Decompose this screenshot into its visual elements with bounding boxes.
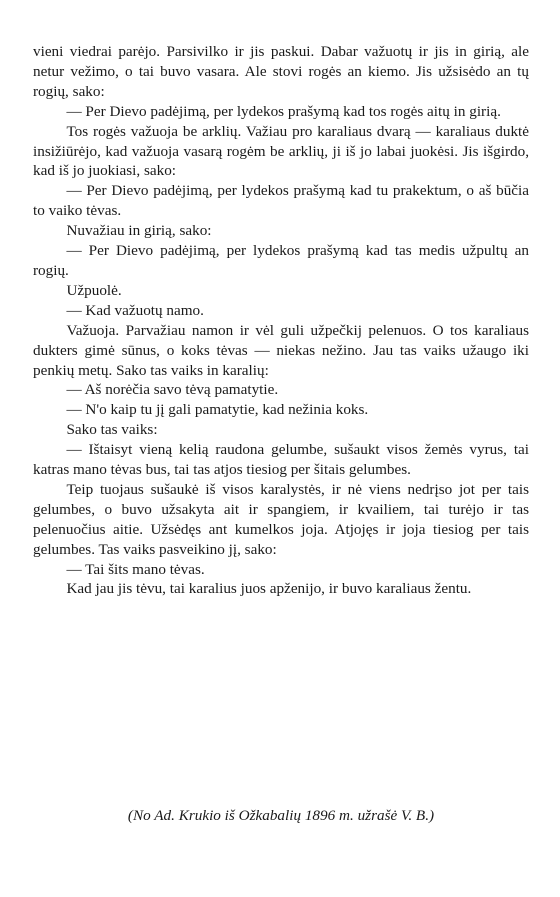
paragraph: Sako tas vaiks: [66,421,158,439]
paragraph: Tos rogės važuoja be arklių. Važiau pro karaliaus dvarą — karaliaus duktė insižiūrėjo, kad važuoja vasarą rogėm be arklių, ji iš jo labai juokėsi. Jis išgirdo, kad iš jo juokiasi, sako: [33,122,529,180]
source-note: (No Ad. Krukio iš Ožkabalių 1896 m. užrašė V. B.) [127,807,435,824]
paragraph: — Aš norėčia savo tėvą pamatytie. [66,381,279,399]
story-text [33,42,529,599]
paragraph: — Per Dievo padėjimą, per lydekos prašymą kad tas medis užpultų an rogių. [33,242,529,279]
paragraph: Kad jau jis tėvu, tai karalius juos apženijo, ir buvo karaliaus žentu. [66,580,472,598]
paragraph: Užpuolė. [66,281,122,299]
paragraph: — Kad važuotų namo. [66,301,204,319]
paragraph: — N'o kaip tu jį gali pamatytie, kad nežinia koks. [66,401,369,419]
paragraph: Nuvažiau in girią, sako: [66,222,212,240]
paragraph: vieni viedrai parėjo. Parsivilko ir jis paskui. Dabar važuotų ir jis in girią, ale netur vežimo, o tai buvo vasara. Ale stovi rogės an kiemo. Jis užsisėdo an tų rogių, sako: [33,43,529,100]
paragraph: — Tai šits mano tėvas. [66,560,205,578]
paragraph: Važuoja. Parvažiau namon ir vėl guli užpečkij pelenuos. O tos karaliaus dukters gimė sūnus, o koks tėvas — niekas nežino. Jau tas vaiks užaugo iki penkių metų. Sako tas vaiks in karalių: [33,321,529,379]
paragraph: — Per Dievo padėjimą, per lydekos prašymą kad tos rogės aitų in girią. [66,102,501,120]
paragraph: — Ištaisyt vieną kelią raudona gelumbe, sušaukt visos žemės vyrus, tai katras mano tėvas bus, tai tas atjos tiesiog per šitais gelumbes. [33,441,529,479]
paragraph: — Per Dievo padėjimą, per lydekos prašymą kad tu prakektum, o aš būčia to vaiko tėvas. [33,182,529,220]
paragraph: Teip tuojaus sušaukė iš visos karalystės, ir nė viens nedrįso jot per tais gelumbes, o buvo užsakyta ait ir spangiem, ir kvailiem, tai turėjo ir tas pelenuočius aitie. Užsėdęs ant kumelkos joja. Atjojęs ir joja tiesiog per tais gelumbes. Tas vaiks pasveikino jį, sako: [33,480,529,558]
